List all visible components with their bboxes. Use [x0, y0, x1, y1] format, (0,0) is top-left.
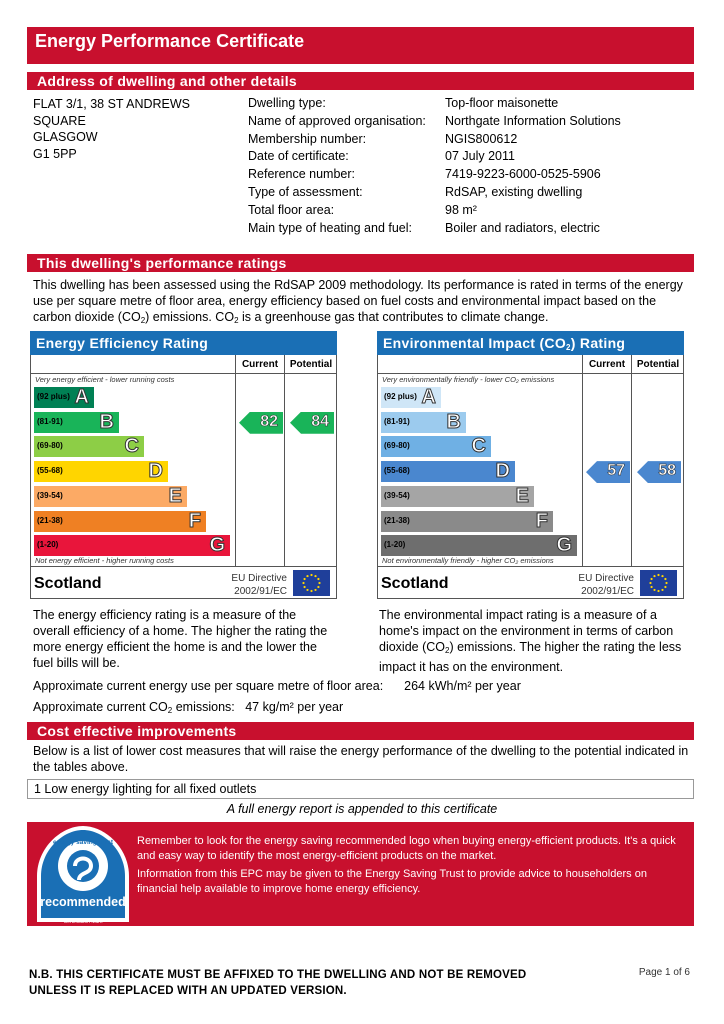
- performance-text: ) emissions. CO: [145, 310, 235, 324]
- detail-value: Boiler and radiators, electric: [445, 220, 600, 235]
- detail-row: [248, 203, 688, 221]
- current-rating-value: 82: [260, 412, 278, 430]
- detail-value: Northgate Information Solutions: [445, 113, 621, 128]
- performance-text: This dwelling has been assessed using the RdSAP 2009 methodology. Its performance is rated in terms of the energy use per square metre of floor area, energy efficiency based on fuel costs and environmental impact based on the carbon dioxide (CO: [33, 278, 683, 324]
- divider: [378, 373, 683, 374]
- detail-label: Reference number:: [248, 167, 356, 182]
- band-range: (39-54): [37, 490, 63, 500]
- promo-text: [137, 834, 687, 897]
- desc-text: ) emissions. The higher the rating the less impact it has on the environment.: [379, 640, 682, 674]
- rating-band-f: [34, 511, 206, 532]
- rating-band-f: [381, 511, 553, 532]
- approx-co2-value: 47 kg/m² per year: [245, 700, 344, 714]
- band-range: (81-91): [384, 416, 410, 426]
- approx-co2-label: emissions:: [172, 700, 235, 714]
- directive-line: EU Directive: [231, 573, 287, 584]
- potential-header: Potential: [636, 359, 680, 370]
- subscript: 2: [140, 316, 146, 325]
- current-column: [235, 355, 285, 567]
- band-range: (39-54): [384, 490, 410, 500]
- approx-energy-use: [33, 679, 521, 693]
- rating-band-g: [381, 535, 577, 556]
- region-label: Scotland: [34, 575, 102, 592]
- band-range: (69-80): [37, 441, 63, 451]
- directive-line: 2002/91/EC: [234, 586, 287, 597]
- band-letter: B: [99, 410, 114, 433]
- detail-value: 7419-9223-6000-0525-5906: [445, 167, 601, 182]
- divider: [31, 566, 336, 567]
- detail-value: Top-floor maisonette: [445, 96, 559, 110]
- heading-text: Environmental Impact (CO: [383, 335, 567, 351]
- rating-band-d: [381, 461, 515, 482]
- scale-note-top: Very environmentally friendly - lower CO₂ emissions: [382, 375, 555, 384]
- approx-energy-value: 264 kWh/m² per year: [404, 679, 521, 693]
- energy-efficiency-title: Energy Efficiency Rating: [30, 331, 337, 355]
- detail-value: 07 July 2011: [445, 149, 515, 164]
- band-letter: F: [535, 509, 548, 532]
- rating-band-c: [381, 436, 491, 457]
- band-range: (1-20): [37, 540, 59, 550]
- band-range: (21-38): [37, 515, 63, 525]
- band-letter: D: [495, 460, 510, 483]
- logo-label: recommended: [40, 895, 126, 909]
- energy-saving-trust-logo: [33, 824, 133, 924]
- current-rating-arrow: [239, 412, 283, 434]
- performance-text: is a greenhouse gas that contributes to climate change.: [238, 310, 549, 324]
- notice-line: UNLESS IT IS REPLACED WITH AN UPDATED VERSION.: [29, 985, 347, 997]
- band-range: (92 plus): [384, 392, 417, 401]
- rating-band-c: [34, 436, 144, 457]
- detail-label: Dwelling type:: [248, 96, 326, 110]
- detail-label: Total floor area:: [248, 202, 335, 217]
- eu-directive: [207, 572, 287, 598]
- rating-band-e: [381, 486, 534, 507]
- cost-section-header: [27, 722, 694, 740]
- potential-header: Potential: [289, 359, 333, 370]
- rating-band-a: [34, 387, 94, 408]
- approx-co2-label: Approximate current CO: [33, 700, 168, 714]
- detail-row: [248, 149, 688, 167]
- scale-note-top: Very energy efficient - lower running costs: [35, 375, 175, 384]
- detail-label: Type of assessment:: [248, 184, 363, 199]
- rating-band-b: [34, 412, 119, 433]
- cost-description: Below is a list of lower cost measures that will raise the energy performance of the dwelling to the potential indicated in the tables above.: [33, 744, 689, 774]
- energy-efficiency-panel: [30, 331, 337, 599]
- rating-band-g: [34, 535, 230, 556]
- approx-co2-emissions: [33, 700, 343, 715]
- current-rating-arrow: [586, 461, 630, 483]
- cost-section-title: Cost effective improvements: [37, 723, 237, 739]
- divider: [31, 373, 336, 374]
- current-header: Current: [588, 359, 626, 370]
- address-line: SQUARE: [33, 113, 86, 128]
- band-range: (1-20): [384, 540, 406, 550]
- subscript: 2: [445, 646, 450, 655]
- improvement-measure: 1 Low energy lighting for all fixed outlets: [27, 779, 694, 799]
- environment-description: [379, 607, 689, 675]
- detail-value: 98 m²: [445, 202, 477, 217]
- title-bar: [27, 27, 694, 64]
- rating-band-b: [381, 412, 466, 433]
- band-range: (69-80): [384, 441, 410, 451]
- directive-line: EU Directive: [578, 573, 634, 584]
- band-range: (55-68): [37, 466, 63, 476]
- performance-section-title: This dwelling's performance ratings: [37, 255, 287, 271]
- page-number: Page 1 of 6: [638, 967, 690, 978]
- band-letter: C: [471, 435, 486, 458]
- band-letter: E: [168, 484, 182, 507]
- efficiency-description: The energy efficiency rating is a measure of the overall efficiency of a home. The higher the rating the more energy efficient the home is and the lower the fuel bills will be.: [33, 608, 328, 670]
- region-label: Scotland: [381, 575, 449, 592]
- detail-value: NGIS800612: [445, 131, 518, 146]
- band-letter: E: [515, 484, 529, 507]
- eu-flag-icon: [293, 570, 330, 596]
- potential-rating-value: 84: [311, 412, 329, 430]
- band-letter: G: [209, 534, 225, 557]
- environmental-impact-panel: [377, 331, 684, 599]
- band-letter: G: [556, 534, 572, 557]
- detail-row: [248, 167, 688, 185]
- address-block: [33, 96, 190, 162]
- eu-flag-icon: [640, 570, 677, 596]
- detail-row: [248, 221, 688, 239]
- address-line: GLASGOW: [33, 130, 98, 144]
- promo-paragraph: Information from this EPC may be given to the Energy Saving Trust to provide advice to householders on financial help available to improve home energy efficiency.: [137, 868, 647, 895]
- address-line: G1 5PP: [33, 146, 77, 161]
- detail-label: Membership number:: [248, 131, 367, 146]
- promo-paragraph: Remember to look for the energy saving recommended logo when buying energy-efficient products. It's a quick and easy way to identify the most energy-efficient products on the market.: [137, 835, 676, 862]
- scale-note-bottom: Not environmentally friendly - higher CO₂ emissions: [382, 556, 554, 565]
- address-line: FLAT 3/1, 38 ST ANDREWS: [33, 97, 191, 111]
- eu-directive: [554, 572, 634, 598]
- band-letter: B: [446, 410, 461, 433]
- detail-label: Name of approved organisation:: [248, 113, 426, 128]
- directive-line: 2002/91/EC: [581, 586, 634, 597]
- band-letter: A: [421, 386, 436, 408]
- detail-row: [248, 114, 688, 132]
- dwelling-details: [248, 96, 688, 238]
- full-report-note: A full energy report is appended to this certificate: [226, 802, 498, 816]
- notice-text: [29, 967, 526, 999]
- band-range: (81-91): [37, 416, 63, 426]
- band-letter: D: [148, 460, 163, 483]
- detail-label: Main type of heating and fuel:: [248, 220, 413, 235]
- approx-energy-label: Approximate current energy use per square metre of floor area:: [33, 679, 384, 693]
- subscript: 2: [167, 706, 173, 715]
- detail-label: Date of certificate:: [248, 149, 349, 164]
- band-letter: A: [74, 386, 89, 408]
- rating-band-e: [34, 486, 187, 507]
- potential-rating-arrow: [290, 412, 334, 434]
- scale-note-bottom: Not energy efficient - higher running costs: [35, 556, 174, 565]
- current-rating-value: 57: [607, 462, 625, 480]
- detail-row: [248, 96, 688, 114]
- subscript: 2: [234, 316, 239, 325]
- band-range: (21-38): [384, 515, 410, 525]
- address-section-header: [27, 72, 694, 90]
- heading-text: ) Rating: [570, 335, 626, 351]
- potential-rating-value: 58: [658, 462, 676, 480]
- rating-band-a: [381, 387, 441, 408]
- band-range: (55-68): [384, 466, 410, 476]
- detail-row: [248, 185, 688, 203]
- performance-section-header: [27, 254, 694, 272]
- detail-value: RdSAP, existing dwelling: [445, 184, 583, 199]
- current-header: Current: [241, 359, 279, 370]
- detail-row: [248, 132, 688, 150]
- band-letter: F: [188, 509, 201, 532]
- address-section-title: Address of dwelling and other details: [37, 73, 298, 89]
- desc-text: The environmental impact rating is a measure of a home's impact on the environment in terms of carbon dioxide (CO: [379, 608, 674, 654]
- notice-line: N.B. THIS CERTIFICATE MUST BE AFFIXED TO THE DWELLING AND NOT BE REMOVED: [29, 969, 527, 981]
- band-letter: C: [124, 435, 139, 458]
- logo-small-text: Certification Mark: [63, 919, 103, 924]
- logo-text: energy saving trust: [53, 839, 113, 846]
- potential-rating-arrow: [637, 461, 681, 483]
- page-title: Energy Performance Certificate: [35, 31, 305, 51]
- band-range: (92 plus): [37, 392, 70, 401]
- environmental-impact-title: [377, 331, 684, 355]
- energy-saving-trust-banner: [27, 822, 694, 926]
- rating-band-d: [34, 461, 168, 482]
- performance-description: [33, 277, 693, 329]
- subscript: 2: [566, 343, 571, 352]
- divider: [378, 566, 683, 567]
